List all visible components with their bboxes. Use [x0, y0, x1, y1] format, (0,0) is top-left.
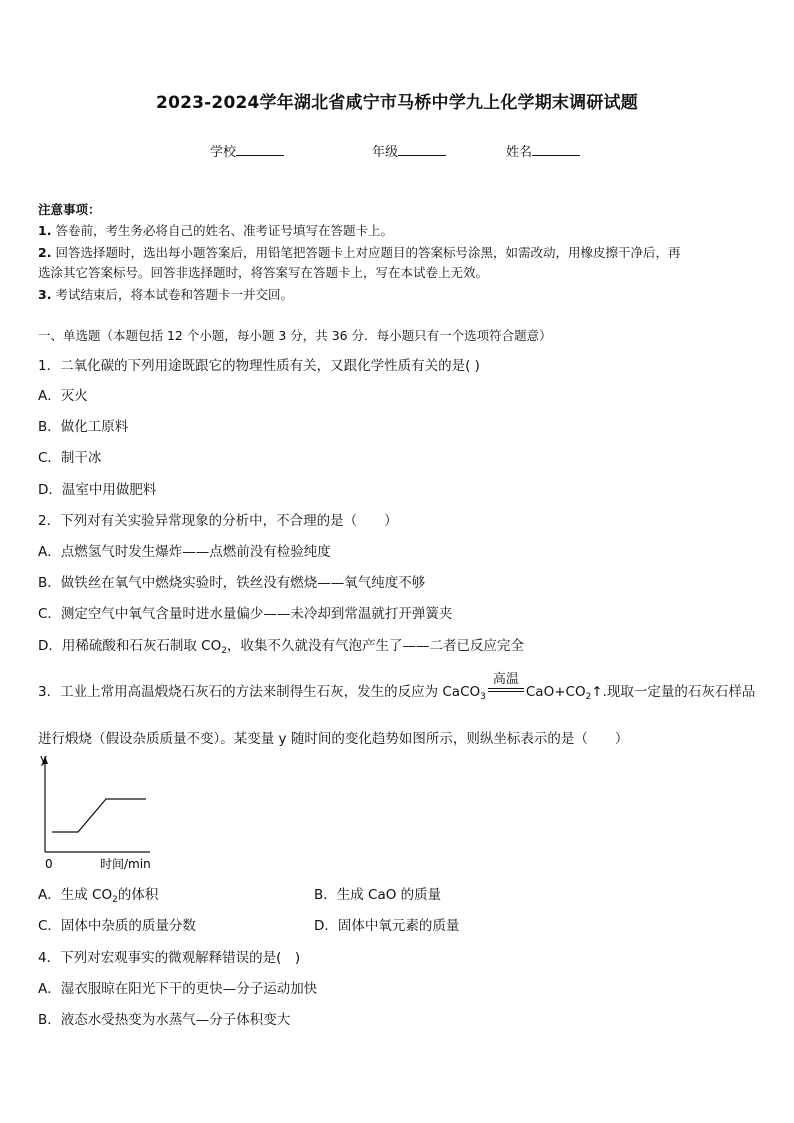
q3-graph [30, 748, 170, 876]
q3-option-b[interactable]: B．生成 CaO 的质量 [314, 887, 442, 903]
q1-option-d[interactable]: D．温室中用做肥料 [38, 482, 157, 498]
q2-option-d[interactable] [38, 634, 524, 656]
note-2 [38, 243, 680, 263]
q3-option-d[interactable]: D．固体中氧元素的质量 [314, 918, 460, 934]
name-field[interactable] [506, 141, 580, 160]
q3-stem-a: 3．工业上常用高温煅烧石灰石的方法来制得生石灰，发生的反应为 CaCO [38, 684, 481, 700]
y-axis-label: y [40, 752, 48, 766]
question-4-stem: 4．下列对宏观事实的微观解释错误的是( ) [38, 950, 301, 966]
name-blank[interactable] [532, 143, 580, 156]
note-1-text: 答卷前，考生务必将自己的姓名、准考证号填写在答题卡上。 [55, 223, 393, 238]
question-1-stem: 1．二氧化碳的下列用途既跟它的物理性质有关，又跟化学性质有关的是( ) [38, 358, 480, 374]
grade-field[interactable] [372, 141, 446, 160]
note-1 [38, 221, 393, 241]
q3-sub-2: 2 [585, 692, 592, 702]
reaction-condition-label: 高温 [492, 672, 519, 687]
q3-sub-3: 3 [480, 692, 486, 702]
grade-label: 年级 [372, 145, 399, 160]
question-3-stem-cont: 进行煅烧（假设杂质质量不变）。某变量 y 随时间的变化趋势如图所示，则纵坐标表示的是（ ） [38, 731, 629, 747]
q2-option-c[interactable]: C．测定空气中氧气含量时进水量偏少——未冷却到常温就打开弹簧夹 [38, 606, 453, 622]
q3-products: CaO+CO [525, 684, 586, 700]
origin-label: 0 [45, 857, 53, 871]
name-label: 姓名 [506, 145, 533, 160]
q4-option-b[interactable]: B．液态水受热变为水蒸气—分子体积变大 [38, 1012, 291, 1028]
q2-d-pre: D．用稀硫酸和石灰石制取 CO [38, 638, 222, 654]
note-3-text: 考试结束后，将本试卷和答题卡一并交回。 [55, 287, 293, 302]
question-2-stem: 2．下列对有关实验异常现象的分析中，不合理的是（ ） [38, 513, 398, 529]
school-blank[interactable] [236, 143, 284, 156]
notes-heading: 注意事项： [38, 202, 101, 217]
question-3-stem [38, 672, 756, 702]
note-2-cont: 选涂其它答案标号。回答非选择题时，将答案写在答题卡上，写在本试卷上无效。 [38, 265, 489, 280]
reaction-condition [486, 672, 526, 696]
q2-option-b[interactable]: B．做铁丝在氧气中燃烧实验时，铁丝没有燃烧——氧气纯度不够 [38, 575, 426, 591]
q4-option-a[interactable]: A．湿衣服晾在阳光下干的更快—分子运动加快 [38, 981, 318, 997]
q3-a-sub: 2 [112, 895, 118, 905]
q2-d-sub: 2 [221, 646, 227, 656]
note-3 [38, 285, 293, 305]
note-2-text: 回答选择题时，选出每小题答案后，用铅笔把答题卡上对应题目的答案标号涂黑，如需改动，用橡皮擦干净后，再 [55, 245, 681, 260]
school-label: 学校 [210, 145, 237, 160]
trend-line [52, 799, 146, 832]
q3-a-post: 的体积 [117, 887, 159, 903]
q1-option-c[interactable]: C．制干冰 [38, 450, 102, 466]
x-axis-label: 时间/min [100, 857, 151, 871]
school-field[interactable] [210, 141, 284, 160]
note-1-num: 1. [38, 223, 52, 238]
q2-d-post: ，收集不久就没有气泡产生了——二者已反应完全 [226, 638, 524, 654]
q3-option-a[interactable] [38, 883, 158, 905]
q3-stem-b: ↑.现取一定量的石灰石样品 [591, 684, 756, 700]
q1-option-a[interactable]: A．灭火 [38, 388, 88, 404]
note-2-num: 2. [38, 245, 52, 260]
page-title: 2023-2024学年湖北省咸宁市马桥中学九上化学期末调研试题 [156, 93, 638, 113]
q3-option-c[interactable]: C．固体中杂质的质量分数 [38, 918, 196, 934]
section-heading: 一、单选题（本题包括 12 个小题，每小题 3 分，共 36 分．每小题只有一个选项符合题意） [38, 328, 552, 343]
q3-a-pre: A．生成 CO [38, 887, 113, 903]
q1-option-b[interactable]: B．做化工原料 [38, 419, 129, 435]
grade-blank[interactable] [398, 143, 446, 156]
q2-option-a[interactable]: A．点燃氢气时发生爆炸——点燃前没有检验纯度 [38, 544, 331, 560]
note-3-num: 3. [38, 287, 52, 302]
